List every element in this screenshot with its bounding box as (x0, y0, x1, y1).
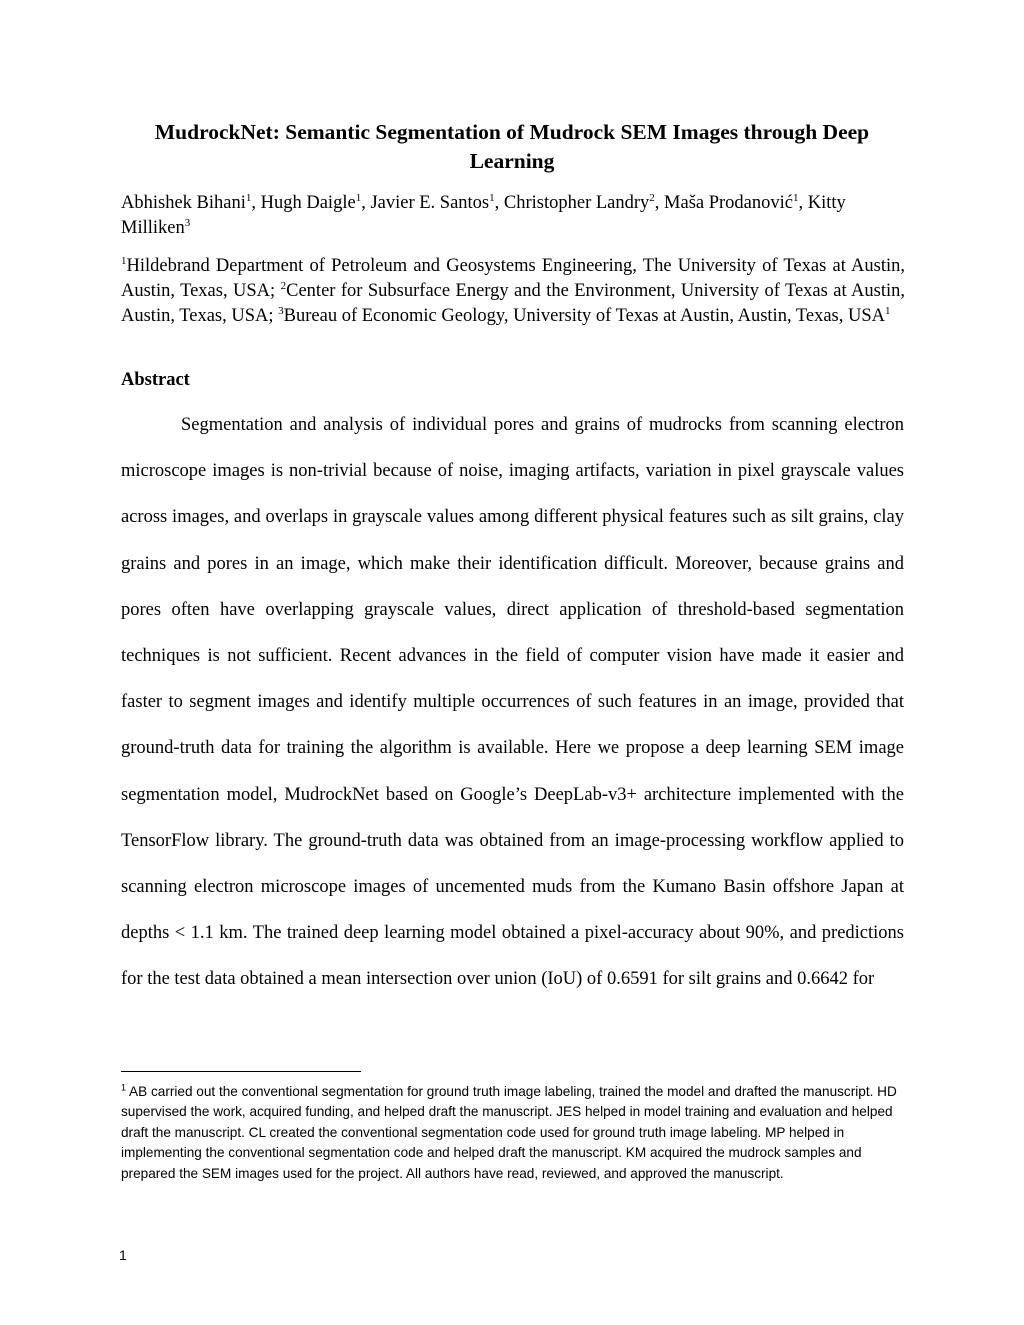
author-name: Maša Prodanović (664, 193, 793, 213)
author-name: Abhishek Bihani (121, 193, 246, 213)
affiliation-mark: 1 (121, 254, 127, 267)
author-affiliation-mark: 2 (649, 191, 655, 204)
page-number: 1 (119, 1247, 127, 1263)
affiliation-mark: 3 (278, 304, 284, 317)
author-affiliation-mark: 1 (245, 191, 252, 204)
affiliation-text: Bureau of Economic Geology, University of Texas at Austin, Austin, Texas, USA (283, 306, 885, 326)
footnote (121, 1082, 907, 1184)
affiliation-text: Center for Subsurface Energy and the Environment, University of Texas at Austin, Austin, Texas, USA; (121, 281, 906, 326)
author-affiliation-mark: 3 (184, 216, 191, 229)
affiliation-text: Hildebrand Department of Petroleum and Geosystems Engineering, The University of Texas at Austin, Austin, Texas, USA; (121, 256, 905, 301)
author-affiliation-mark: 1 (355, 191, 362, 204)
footnote-divider (121, 1071, 361, 1072)
footnote-text: AB carried out the conventional segmentation for ground truth image labeling, trained the model and drafted the manuscript. HD supervised the work, acquired funding, and helped draft the manuscript. JES helped in model training and evaluation and helped draft the manuscript. CL created the conventional segmentation code used for ground truth image labeling. MP helped in implementing the conventional segmentation code and helped draft the manuscript. KM acquired the mudrock samples and prepared the SEM images used for the project. All authors have read, reviewed, and approved the manuscript. (121, 1084, 897, 1181)
affiliation-mark: 2 (280, 279, 287, 292)
author-name: Javier E. Santos (370, 193, 490, 213)
paper-title: MudrockNet: Semantic Segmentation of Mudrock SEM Images through Deep Learning (154, 120, 870, 173)
author-name: Hugh Daigle (260, 193, 356, 213)
author-name: Christopher Landry (503, 193, 650, 213)
author-affiliation-mark: 1 (489, 191, 495, 204)
abstract-heading: Abstract (121, 370, 190, 390)
author-name: Kitty Milliken (121, 193, 846, 238)
author-affiliation-mark: 1 (793, 191, 799, 204)
author-list: Abhishek Bihani$^1$, Hugh Daigle$^1$, Javier E. Santos$^1$, Christopher Landry$^2$, Maša Prodanović$^1$, Kitty Milliken$^3$ (121, 191, 846, 238)
footnote-mark: 1 (121, 1082, 127, 1093)
footnote-reference-mark: 1 (885, 304, 891, 317)
affiliation-list (121, 254, 905, 329)
abstract-text: Segmentation and analysis of individual pores and grains of mudrocks from scanning electron microscope images is non-trivial because of noise, imaging artifacts, variation in pixel grayscale values across images, and overlaps in grayscale values among different physical features such as silt grains, clay grains and pores in an image, which make their identification difficult. Moreover, because grains and pores often have overlapping grayscale values, direct application of threshold-based segmentation techniques is not sufficient. Recent advances in the field of computer vision have made it easier and faster to segment images and identify multiple occurrences of such features in an image, provided that ground-truth data for training the algorithm is available. Here we propose a deep learning SEM image segmentation model, MudrockNet based on Google’s DeepLab-v3+ architecture implemented with the TensorFlow library. The ground-truth data was obtained from an image-processing workflow applied to scanning electron microscope images of uncemented muds from the Kumano Basin offshore Japan at depths < 1.1 km. The trained deep learning model obtained a pixel-accuracy about 90%, and predictions for the test data obtained a mean intersection over union (IoU) of 0.6591 for silt grains and 0.6642 for (121, 415, 904, 990)
